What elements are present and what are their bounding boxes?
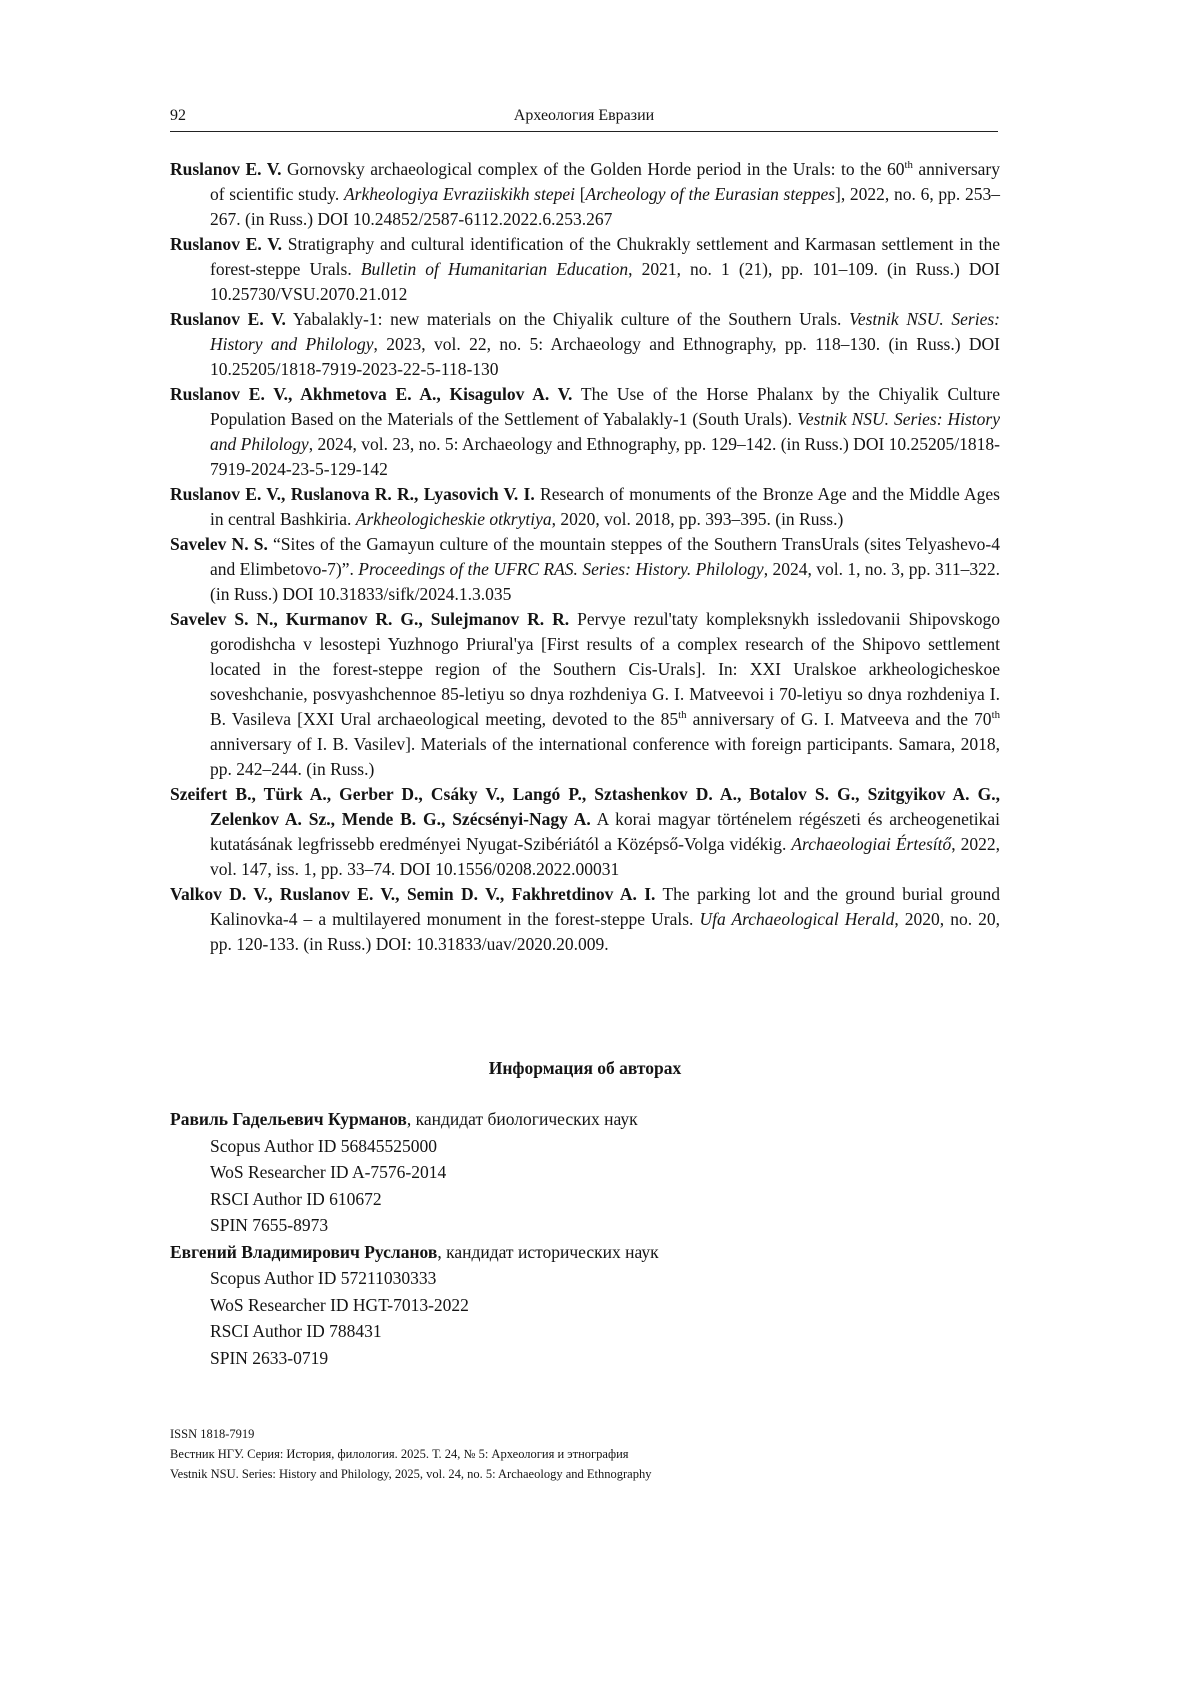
reference-text: th <box>904 159 913 172</box>
page-number: 92 <box>170 107 186 124</box>
author-name-line <box>170 1239 1000 1266</box>
reference-text: Yabalakly-1: new materials on the Chiyalik culture of the Southern Urals. <box>285 309 850 329</box>
reference-source-title: Bulletin of Humanitarian Education <box>360 259 629 279</box>
reference-source-title: Arkheologicheskie otkrytiya <box>355 509 552 529</box>
reference-text: , 2020, no. 20, pp. 120-133. (in Russ.) DOI: 10.31833/uav/2020.20.009. <box>210 909 1000 954</box>
reference-authors: Ruslanov E. V., Ruslanova R. R., Lyasovich V. I. <box>170 484 535 504</box>
author-name: Равиль Гадельевич Курманов <box>170 1109 407 1129</box>
reference-text: , 2024, vol. 1, no. 3, pp. 311–322. (in Russ.) DOI 10.31833/sifk/2024.1.3.035 <box>210 559 1000 604</box>
reference-text: “Sites of the Gamayun culture of the mountain steppes of the Southern TransUrals (sites Telyashevo-4 and Elimbetovo-7)”. <box>210 534 1000 579</box>
reference-entry <box>170 607 1000 782</box>
issn-line: ISSN 1818-7919 <box>170 1427 255 1441</box>
reference-entry <box>170 782 1000 882</box>
author-name-line <box>170 1106 1000 1133</box>
journal-line-en: Vestnik NSU. Series: History and Philology, 2025, vol. 24, no. 5: Archaeology and Ethnography <box>170 1467 652 1481</box>
reference-source-title: Vestnik NSU. Series: History and Philology <box>210 309 1000 354</box>
reference-text: The parking lot and the ground burial ground Kalinovka-4 – a multilayered monument in the forest-steppe Urals. <box>210 884 1000 929</box>
running-title: Археология Евразии <box>513 107 655 124</box>
reference-entry <box>170 532 1000 607</box>
reference-authors: Savelev N. S. <box>170 534 268 554</box>
references-list <box>170 157 1000 957</box>
reference-text: th <box>678 709 687 722</box>
reference-text: The Use of the Horse Phalanx by the Chiyalik Culture Population Based on the Materials of the Settlement of Yabalakly-1 (South Urals). <box>210 384 1000 429</box>
reference-entry <box>170 157 1000 232</box>
reference-text: Pervye rezul'taty kompleksnykh issledovanii Shipovskogo gorodishcha v lesostepi Yuzhnogo Priural'ya [First results of a complex research of the Shipovo settlement located in the forest-steppe region of the Southern Cis-Urals]. In: XXI Uralskoe arkheologicheskoe soveshchanie, posvyashchennoe 85-letiyu so dnya rozhdeniya G. I. Matveevoi i 70-letiyu so dnya rozhdeniya I. B. Vasileva [XXI Ural archaeological meeting, devoted to the 85 <box>210 609 1001 729</box>
reference-source-title: Archeology of the Eurasian steppes <box>585 184 836 204</box>
reference-source-title: Vestnik NSU. Series: History and Philology <box>210 409 1000 454</box>
reference-text: , 2024, vol. 23, no. 5: Archaeology and Ethnography, pp. 129–142. (in Russ.) DOI 10.25205/1818-7919-2024-23-5-129-142 <box>210 434 1000 479</box>
reference-authors: Ruslanov E. V., Akhmetova E. A., Kisagulov A. V. <box>170 384 573 404</box>
reference-text: th <box>991 709 1000 722</box>
author-id-line: RSCI Author ID 610672 <box>210 1188 382 1209</box>
reference-text: , 2023, vol. 22, no. 5: Archaeology and Ethnography, pp. 118–130. (in Russ.) DOI 10.25205/1818-7919-2023-22-5-118-130 <box>210 334 1000 379</box>
reference-text: anniversary of I. B. Vasilev]. Materials of the international conference with foreign participants. Samara, 2018, pp. 242–244. (in Russ.) <box>210 734 1000 779</box>
reference-authors: Savelev S. N., Kurmanov R. G., Sulejmanov R. R. <box>170 609 570 629</box>
journal-line-ru: Вестник НГУ. Серия: История, филология. 2025. Т. 24, № 5: Археология и этнография <box>170 1447 629 1461</box>
reference-entry <box>170 232 1000 307</box>
author-id-line: RSCI Author ID 788431 <box>210 1321 382 1341</box>
authors-section-heading: Информация об авторах <box>488 1058 682 1078</box>
author-name: Евгений Владимирович Русланов <box>170 1241 438 1262</box>
reference-authors: Ruslanov E. V. <box>170 159 282 179</box>
author-degree: , кандидат биологических наук <box>406 1109 638 1129</box>
page-footer <box>170 1424 1000 1484</box>
reference-authors: Valkov D. V., Ruslanov E. V., Semin D. V., Fakhretdinov A. I. <box>170 884 656 904</box>
reference-text: Stratigraphy and cultural identification of the Chukrakly settlement and Karmasan settlement in the forest-steppe Urals. <box>210 234 1000 279</box>
reference-text: , 2022, vol. 147, iss. 1, pp. 33–74. DOI 10.1556/0208.2022.00031 <box>210 834 1000 879</box>
reference-text: , 2020, vol. 2018, pp. 393–395. (in Russ.) <box>551 509 844 529</box>
author-id-line: Scopus Author ID 57211030333 <box>210 1268 437 1288</box>
reference-text: anniversary of G. I. Matveeva and the 70 <box>686 709 992 729</box>
reference-source-title: Archaeologiai Értesítő <box>791 834 952 854</box>
author-id-line: Scopus Author ID 56845525000 <box>210 1135 438 1156</box>
reference-text: A korai magyar történelem régészeti és archeogenetikai kutatásának legfrissebb eredményei Nyugat-Szibériától a Középső-Volga vidékig. <box>210 809 1001 854</box>
reference-text: [ <box>575 184 586 204</box>
reference-text: Research of monuments of the Bronze Age and the Middle Ages in central Bashkiria. <box>210 484 1000 529</box>
reference-entry <box>170 307 1000 382</box>
reference-source-title: Proceedings of the UFRC RAS. Series: History. Philology <box>358 559 764 579</box>
reference-text: , 2021, no. 1 (21), pp. 101–109. (in Russ.) DOI 10.25730/VSU.2070.21.012 <box>210 259 1000 304</box>
authors-info-section <box>170 1106 1000 1371</box>
reference-entry <box>170 482 1000 532</box>
reference-source-title: Ufa Archaeological Herald <box>699 909 895 929</box>
reference-authors: Szeifert B., Türk A., Gerber D., Csáky V., Langó P., Sztashenkov D. A., Botalov S. G., Szitgyikov A. G., Zelenkov A. Sz., Mende B. G., Szécsényi-Nagy A. <box>170 784 1000 829</box>
reference-authors: Ruslanov E. V. <box>170 234 282 254</box>
reference-entry <box>170 882 1000 957</box>
reference-text: Gornovsky archaeological complex of the Golden Horde period in the Urals: to the 60 <box>281 159 905 179</box>
reference-text: ], 2022, no. 6, pp. 253–267. (in Russ.) DOI 10.24852/2587-6112.2022.6.253.267 <box>210 184 1000 229</box>
author-id-line: WoS Researcher ID A-7576-2014 <box>210 1162 447 1182</box>
reference-text: anniversary of scientific study. <box>210 159 1001 204</box>
author-id-line: SPIN 2633-0719 <box>210 1347 329 1368</box>
reference-entry <box>170 382 1000 482</box>
page-header <box>170 106 998 132</box>
author-id-line: WoS Researcher ID HGT-7013-2022 <box>210 1294 469 1315</box>
author-id-line: SPIN 7655-8973 <box>210 1215 329 1235</box>
reference-source-title: Arkheologiya Evraziiskikh stepei <box>343 184 575 204</box>
author-degree: , кандидат исторических наук <box>437 1241 659 1262</box>
reference-authors: Ruslanov E. V. <box>170 309 286 329</box>
